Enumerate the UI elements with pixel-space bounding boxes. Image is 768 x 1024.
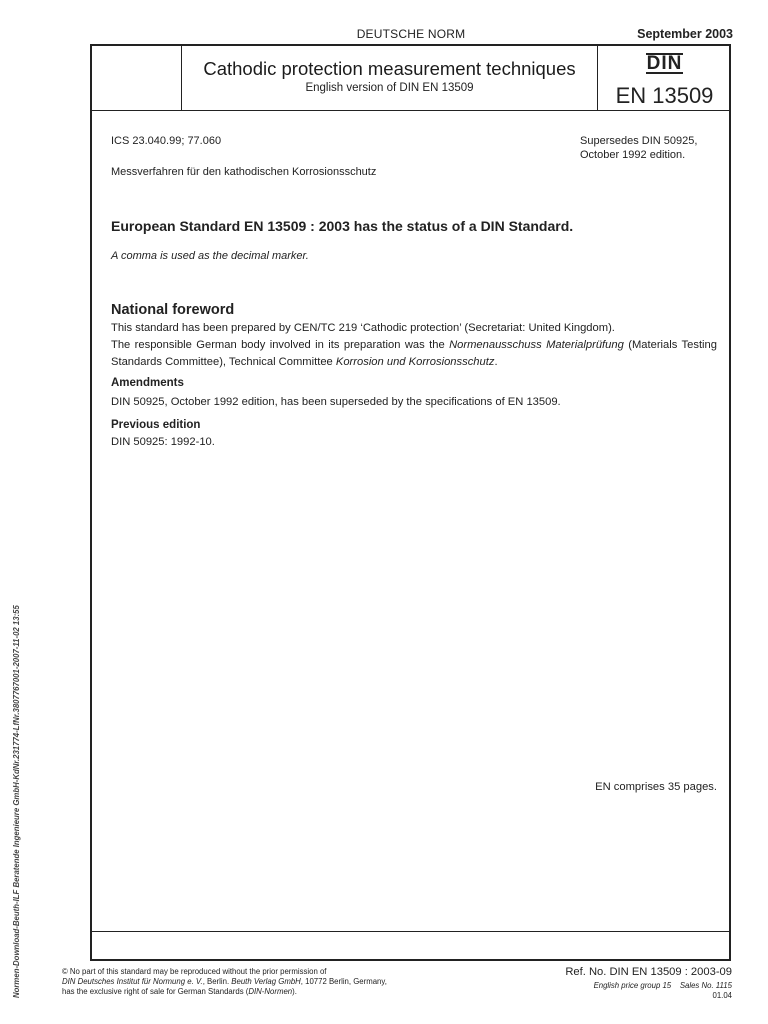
- price-info: [594, 981, 732, 990]
- price-group: English price group 15: [593, 981, 672, 990]
- din-logo-text: DIN: [646, 53, 683, 74]
- title-box-bottom-rule: [90, 110, 731, 111]
- norm-label: DEUTSCHE NORM: [356, 27, 466, 41]
- status-statement: European Standard EN 13509 : 2003 has the status of a DIN Standard.: [111, 218, 574, 234]
- foreword-text-c: (Materials Testing Standards Committee), Technical Committee: [111, 339, 717, 368]
- supersedes-line-1: Supersedes DIN 50925,: [580, 135, 698, 147]
- copyright-text-c: ).: [292, 987, 297, 996]
- footer-rule: [90, 931, 731, 932]
- download-stamp: Normen-Download-Beuth-ILF Beratende Ingenieure GmbH-KdNr.231774-LfNr.3807767001-2007-11-02 13:55: [12, 605, 21, 998]
- supersedes-line-2: October 1992 edition.: [580, 149, 686, 161]
- copyright-line-3: [62, 987, 482, 997]
- copyright-city: , Berlin.: [202, 977, 232, 986]
- document-frame: [90, 44, 731, 961]
- copyright-line-1: © No part of this standard may be reproduced without the prior permission of: [62, 967, 327, 976]
- supersedes-note: [580, 134, 725, 162]
- previous-edition-heading: Previous edition: [111, 419, 201, 431]
- din-normen: DIN-Normen: [248, 987, 293, 996]
- publisher-name: Beuth Verlag GmbH: [231, 977, 301, 986]
- copyright-text-a: has the exclusive right of sale for German Standards (: [62, 987, 249, 996]
- document-title: Cathodic protection measurement techniques: [203, 58, 576, 79]
- foreword-text-e: .: [494, 355, 498, 368]
- din-institute-name: DIN Deutsches Institut für Normung e. V.: [62, 977, 203, 986]
- decimal-note: A comma is used as the decimal marker.: [111, 250, 309, 262]
- print-code: 01.04: [712, 991, 732, 1000]
- foreword-paragraph-1: This standard has been prepared by CEN/TC 219 ‘Cathodic protection’ (Secretariat: United Kingdom).: [111, 322, 615, 334]
- din-logo: [598, 53, 731, 75]
- previous-edition-text: DIN 50925: 1992-10.: [111, 436, 215, 448]
- foreword-text-a: The responsible German body involved in its preparation was the: [111, 339, 450, 351]
- amendments-text: DIN 50925, October 1992 edition, has been superseded by the specifications of EN 13509.: [111, 396, 561, 408]
- amendments-heading: Amendments: [111, 377, 184, 389]
- german-title: Messverfahren für den kathodischen Korrosionsschutz: [111, 166, 377, 178]
- publication-date: September 2003: [637, 27, 733, 41]
- ics-code: ICS 23.040.99; 77.060: [111, 135, 222, 147]
- publisher-address: , 10772 Berlin, Germany,: [300, 977, 387, 986]
- copyright-notice: [62, 967, 482, 997]
- copyright-line-2: [62, 977, 482, 987]
- standard-number: EN 13509: [615, 83, 714, 108]
- reference-number: Ref. No. DIN EN 13509 : 2003-09: [565, 966, 732, 978]
- national-foreword-heading: National foreword: [111, 302, 235, 318]
- page-count-note: EN comprises 35 pages.: [595, 781, 717, 793]
- document-subtitle: English version of DIN EN 13509: [305, 82, 474, 94]
- committee-name: Normenausschuss Materialprüfung: [449, 339, 624, 351]
- foreword-paragraph-2: [111, 337, 717, 370]
- sales-number: Sales No. 1115: [679, 981, 732, 990]
- technical-committee-name: Korrosion und Korrosionsschutz: [335, 355, 495, 368]
